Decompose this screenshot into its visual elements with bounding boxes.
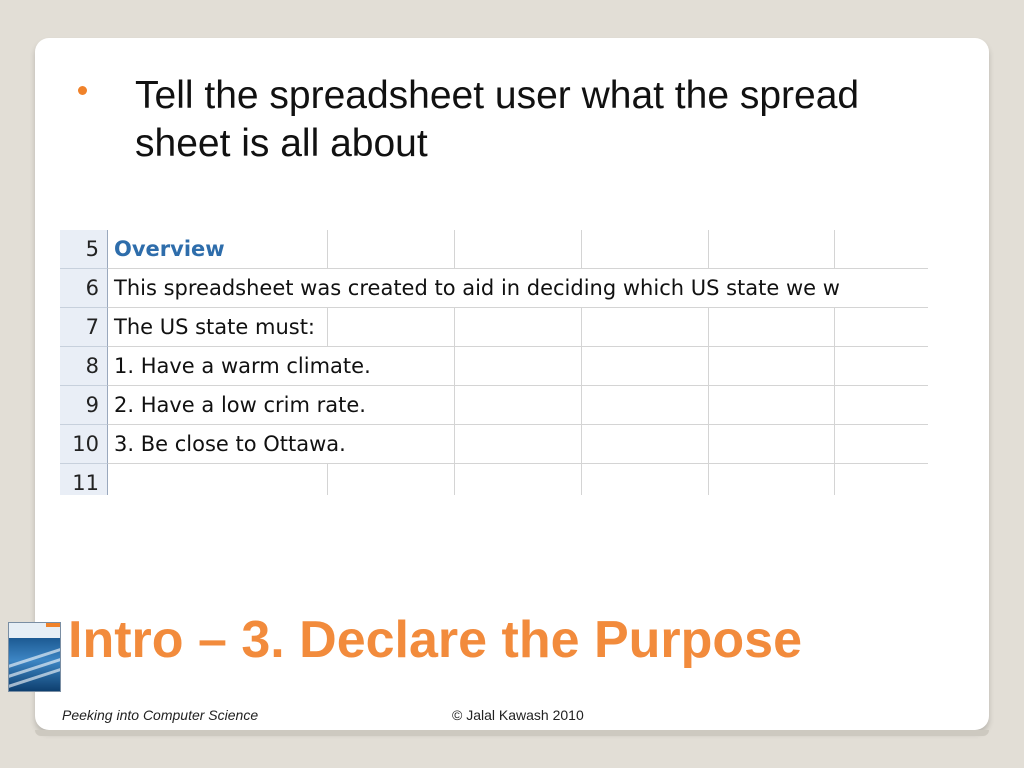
spreadsheet-row [60, 464, 928, 495]
row-number: 7 [60, 308, 108, 347]
spreadsheet-row [60, 386, 928, 425]
cell-text: 1. Have a warm climate. [114, 347, 375, 385]
spreadsheet-row [60, 308, 928, 347]
slide-card-shadow [35, 730, 989, 736]
cell-text: 2. Have a low crim rate. [114, 386, 370, 424]
row-cells [108, 425, 928, 464]
bullet-text: Tell the spreadsheet user what the spread sheet is all about [135, 74, 860, 165]
overview-heading: Overview [114, 230, 229, 268]
spreadsheet-row [60, 347, 928, 386]
row-number: 5 [60, 230, 108, 269]
spreadsheet-screenshot [60, 230, 928, 495]
cell-text: 3. Be close to Ottawa. [114, 425, 350, 463]
row-cells [108, 230, 928, 269]
row-number: 8 [60, 347, 108, 386]
row-cells [108, 464, 928, 495]
cell-text: This spreadsheet was created to aid in deciding which US state we w [114, 269, 844, 307]
spreadsheet-row [60, 269, 928, 308]
spreadsheet-row [60, 425, 928, 464]
row-cells [108, 386, 928, 425]
row-cells [108, 308, 928, 347]
book-cover-icon [8, 622, 61, 692]
spreadsheet-row [60, 230, 928, 269]
footer-course-name: Peeking into Computer Science [62, 707, 259, 723]
row-number: 10 [60, 425, 108, 464]
cell-text: The US state must: [114, 308, 319, 346]
row-number: 11 [60, 464, 108, 495]
bullet-dot-icon [78, 86, 87, 95]
row-number: 6 [60, 269, 108, 308]
row-cells [108, 347, 928, 386]
footer-copyright: © Jalal Kawash 2010 [452, 707, 584, 723]
row-number: 9 [60, 386, 108, 425]
slide-title: Intro – 3. Declare the Purpose [68, 611, 803, 669]
row-cells [108, 269, 928, 308]
